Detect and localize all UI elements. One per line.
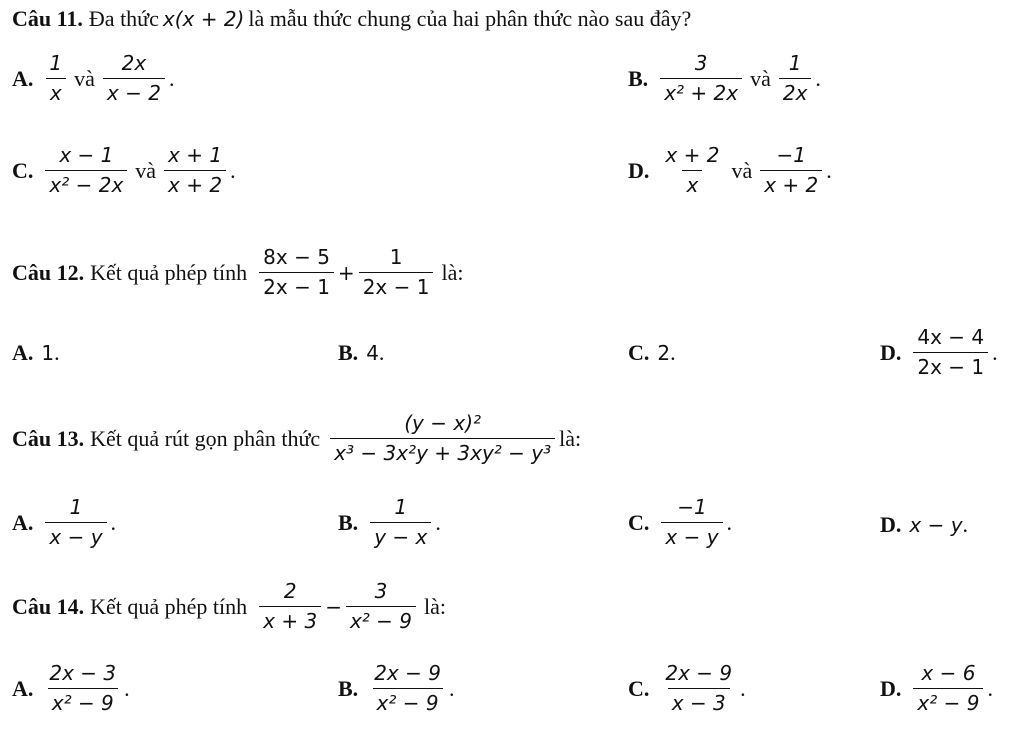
option-14-a[interactable]: [12, 662, 130, 715]
option-label: D.: [880, 675, 902, 701]
numerator: 8x − 5: [263, 245, 330, 269]
option-value: 2: [657, 341, 671, 365]
option-value: 4: [366, 341, 379, 365]
option-14-c[interactable]: [628, 662, 746, 715]
terminator: .: [230, 157, 236, 183]
conjunction: và: [135, 157, 157, 183]
denominator: x: [682, 170, 702, 197]
option-12-d[interactable]: [880, 326, 998, 379]
terminator: .: [815, 65, 821, 91]
denominator: x: [46, 78, 66, 105]
option-label: B.: [628, 65, 649, 91]
terminator: .: [448, 675, 455, 701]
question-label: Câu 11.: [12, 6, 83, 31]
fraction: [370, 496, 431, 549]
numerator: 2: [283, 579, 297, 603]
fraction: [346, 580, 416, 633]
option-value: 1: [41, 341, 55, 365]
option-14-d[interactable]: [880, 662, 993, 715]
fraction: [661, 144, 723, 197]
option-label: B.: [338, 509, 359, 535]
question-text: Kết quả rút gọn phân thức: [90, 425, 321, 451]
denominator: x² + 2x: [660, 78, 742, 105]
option-11-c[interactable]: [12, 144, 236, 197]
numerator: 1: [788, 51, 802, 75]
operator: +: [337, 260, 355, 285]
option-12-b[interactable]: [338, 340, 384, 366]
conjunction: và: [731, 157, 753, 183]
denominator: 2x: [779, 78, 812, 105]
denominator: x − y: [661, 522, 722, 549]
fraction: [45, 144, 127, 197]
denominator: x − y: [45, 522, 106, 549]
denominator: x² − 9: [346, 606, 416, 633]
question-13-stem: [12, 412, 581, 465]
fraction: [359, 246, 434, 299]
question-11-stem: [12, 6, 691, 32]
denominator: 2x − 1: [259, 272, 334, 299]
option-11-a[interactable]: [12, 52, 174, 105]
question-14-stem: [12, 580, 450, 633]
option-label: B.: [338, 675, 359, 701]
numerator: (y − x)²: [404, 411, 482, 435]
question-12-stem: [12, 246, 467, 299]
denominator: x² − 2x: [45, 170, 127, 197]
denominator: 2x − 1: [913, 352, 988, 379]
question-label: Câu 14.: [12, 593, 85, 619]
numerator: x − 6: [921, 661, 976, 685]
option-label: D.: [628, 157, 650, 183]
fraction: [370, 662, 445, 715]
denominator: x − 3: [668, 688, 730, 715]
denominator: x² − 9: [48, 688, 118, 715]
fraction: [913, 662, 983, 715]
fraction: [660, 52, 742, 105]
option-13-a[interactable]: [12, 496, 116, 549]
numerator: 3: [694, 51, 708, 75]
option-12-c[interactable]: [628, 340, 676, 366]
fraction: [45, 52, 66, 105]
question-text-end: là:: [559, 425, 582, 451]
option-label: A.: [12, 509, 34, 535]
denominator: x + 3: [259, 606, 321, 633]
terminator: .: [726, 509, 733, 535]
numerator: 1: [394, 495, 408, 519]
fraction: [760, 144, 822, 197]
denominator: x³ − 3x²y + 3xy² − y³: [330, 438, 555, 465]
terminator: .: [670, 340, 676, 365]
option-label: C.: [12, 157, 34, 183]
question-label: Câu 13.: [12, 425, 85, 451]
option-label: A.: [12, 675, 34, 701]
option-label: D.: [880, 512, 902, 537]
option-13-b[interactable]: [338, 496, 441, 549]
numerator: x + 1: [168, 143, 223, 167]
option-14-b[interactable]: [338, 662, 454, 715]
numerator: 2x: [121, 51, 147, 75]
option-label: D.: [880, 339, 902, 365]
terminator: .: [54, 340, 60, 365]
terminator: .: [740, 675, 746, 701]
denominator: x − 2: [103, 78, 165, 105]
denominator: x² − 9: [913, 688, 983, 715]
denominator: x + 2: [164, 170, 226, 197]
denominator: y − x: [370, 522, 431, 549]
numerator: 2x − 3: [49, 661, 117, 685]
conjunction: và: [750, 65, 771, 91]
terminator: .: [168, 65, 175, 91]
option-11-b[interactable]: [628, 52, 821, 105]
numerator: −1: [776, 143, 806, 167]
terminator: .: [826, 157, 832, 183]
terminator: .: [987, 675, 993, 701]
fraction: [103, 52, 165, 105]
option-label: A.: [12, 340, 34, 365]
polynomial-expression: x(x + 2): [162, 7, 245, 31]
fraction: [45, 662, 120, 715]
terminator: .: [378, 340, 385, 365]
denominator: 2x − 1: [359, 272, 434, 299]
terminator: .: [435, 509, 441, 535]
denominator: x + 2: [760, 170, 822, 197]
numerator: 2x − 9: [665, 661, 733, 685]
numerator: 1: [49, 51, 63, 75]
terminator: .: [124, 675, 130, 701]
question-text-end: là mẫu thức chung của hai phân thức nào sau đây?: [248, 6, 692, 31]
operator: −: [325, 594, 342, 619]
question-text: Đa thức: [88, 6, 159, 31]
fraction: [661, 496, 722, 549]
fraction: [661, 662, 736, 715]
fraction: [779, 52, 812, 105]
conjunction: và: [74, 65, 95, 91]
question-text-end: là:: [424, 593, 447, 619]
option-label: C.: [628, 509, 650, 535]
numerator: x − 1: [59, 143, 114, 167]
question-label: Câu 12.: [12, 259, 85, 285]
terminator: .: [110, 509, 117, 535]
option-13-c[interactable]: [628, 496, 732, 549]
option-11-d[interactable]: [628, 144, 832, 197]
fraction: [913, 326, 988, 379]
question-text: Kết quả phép tính: [90, 259, 248, 285]
numerator: 3: [374, 579, 388, 603]
denominator: x² − 9: [373, 688, 443, 715]
numerator: 1: [69, 495, 83, 519]
fraction: [330, 412, 555, 465]
option-label: C.: [628, 340, 650, 365]
option-label: B.: [338, 340, 359, 365]
question-text-end: là:: [441, 259, 464, 285]
fraction: [45, 496, 106, 549]
terminator: .: [962, 512, 969, 537]
fraction: [259, 246, 334, 299]
option-13-d[interactable]: [880, 512, 968, 538]
fraction: [164, 144, 226, 197]
option-label: C.: [628, 675, 650, 701]
numerator: 2x − 9: [374, 661, 441, 685]
numerator: −1: [677, 495, 707, 519]
fraction: [259, 580, 321, 633]
option-12-a[interactable]: [12, 340, 60, 366]
numerator: 4x − 4: [917, 325, 985, 349]
option-label: A.: [12, 65, 34, 91]
option-value: x − y: [909, 513, 963, 537]
question-text: Kết quả phép tính: [90, 593, 248, 619]
numerator: 1: [389, 245, 403, 269]
terminator: .: [992, 339, 998, 365]
numerator: x + 2: [665, 143, 720, 167]
